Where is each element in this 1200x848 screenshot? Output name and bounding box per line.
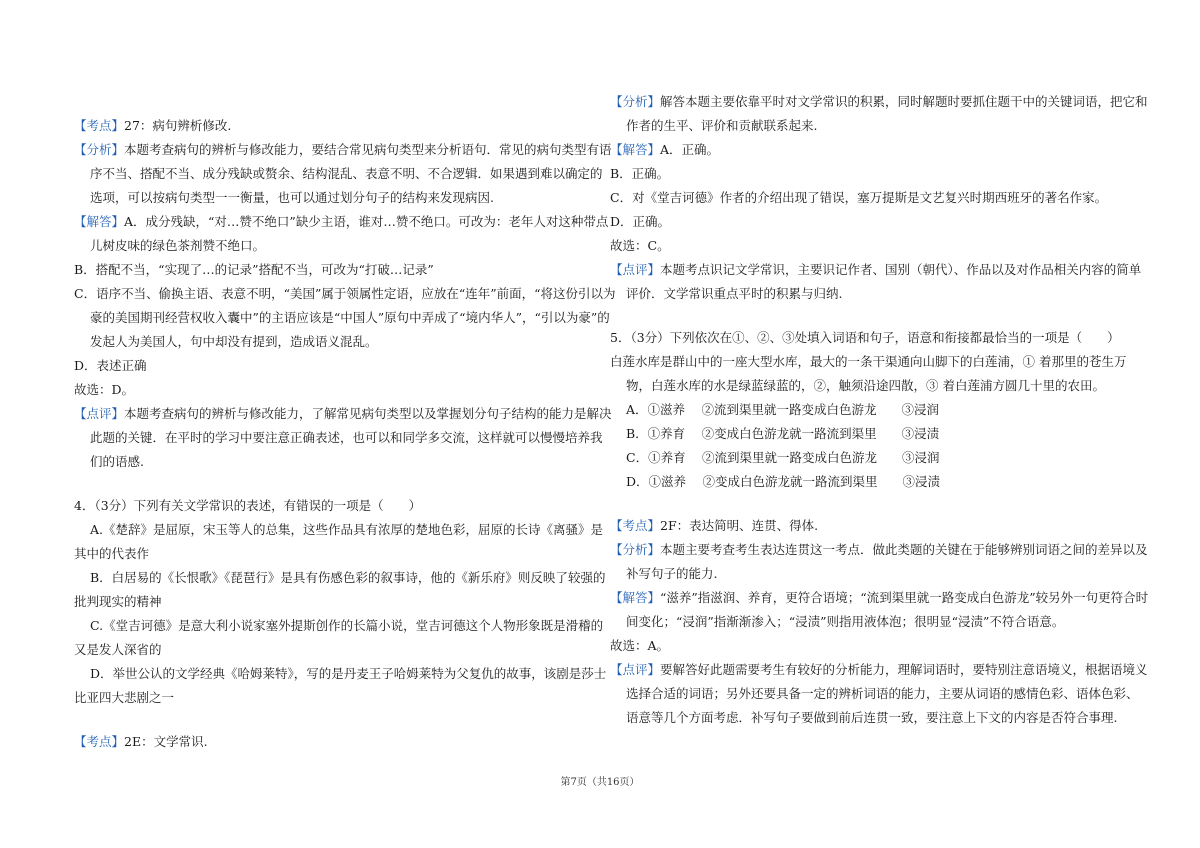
text-line: 故选：A。 xyxy=(610,638,670,653)
text-line: 间变化；“浸润”指渐渐渗入；“浸渍”则指用液体泡；很明显“浸渍”不符合语意。 xyxy=(626,614,1065,629)
text-line: 故选：C。 xyxy=(610,238,670,253)
option-d: D．①滋养 ②变成白色游龙就一路流到渠里 ③浸渍 xyxy=(626,474,940,489)
text-line: 发起人为美国人，句中却没有提到，造成语义混乱。 xyxy=(90,334,378,349)
text-line: 语意等几个方面考虑．补写句子要做到前后连贯一致，要注意上下文的内容是否符合事理. xyxy=(626,710,1118,725)
text-line: 其中的代表作 xyxy=(74,546,150,561)
text-line: 序不当、搭配不当、成分残缺或赘余、结构混乱、表意不明、不合逻辑．如果遇到难以确定的 xyxy=(90,166,603,181)
text-line: 【解答】A．正确。 xyxy=(610,142,720,157)
text-line: 【考点】27：病句辨析修改. xyxy=(74,118,232,133)
question-4-stem: 4．（3分）下列有关文学常识的表述，有错误的一项是（ ） xyxy=(74,498,422,513)
option-a: A．①滋养 ②流到渠里就一路变成白色游龙 ③浸润 xyxy=(626,402,940,417)
text-line: 【点评】本题考点识记文学常识，主要识记作者、国别（朝代）、作品以及对作品相关内容的简单 xyxy=(610,262,1142,277)
option-d: D．举世公认的文学经典《哈姆莱特》，写的是丹麦王子哈姆莱特为父复仇的故事，该剧是莎士 xyxy=(90,666,607,681)
text-line: B．搭配不当，“实现了…的记录”搭配不当，可改为“打破…记录” xyxy=(74,262,434,277)
option-b: B．①养育 ②变成白色游龙就一路流到渠里 ③浸渍 xyxy=(626,426,940,441)
text-line: 【点评】要解答好此题需要考生有较好的分析能力，理解词语时，要特别注意语境义，根据语境义 xyxy=(610,662,1148,677)
option-c: C．①养育 ②流到渠里就一路变成白色游龙 ③浸润 xyxy=(626,450,940,465)
text-line: 作者的生平、评价和贡献联系起来. xyxy=(626,118,818,133)
text-line: 儿树皮味的绿色茶剂赞不绝口。 xyxy=(90,238,266,253)
text-line: 【分析】本题主要考查考生表达连贯这一考点．做此类题的关键在于能够辨别词语之间的差异以及 xyxy=(610,542,1148,557)
text-line: C．对《堂吉诃德》作者的介绍出现了错误，塞万提斯是文艺复兴时期西班牙的著名作家。 xyxy=(610,190,1108,205)
text-line: 故选：D。 xyxy=(74,382,135,397)
text-line: 们的语感. xyxy=(90,454,144,469)
text-line: C．语序不当、偷换主语、表意不明，“美国”属于领属性定语，应放在“连年”前面，“将这份引以为 xyxy=(74,286,616,301)
text-line: D．正确。 xyxy=(610,214,671,229)
text-line: 【考点】2E：文学常识. xyxy=(74,734,208,749)
text-line: 【解答】“滋养”指滋润、养育，更符合语境；“流到渠里就一路变成白色游龙”较另外一句更符合时 xyxy=(610,590,1149,605)
text-line: 选项，可以按病句类型一一衡量，也可以通过划分句子的结构来发现病因. xyxy=(90,190,494,205)
option-b: B．白居易的《长恨歌》《琵琶行》是具有伤感色彩的叙事诗，他的《新乐府》则反映了较强的 xyxy=(90,570,606,585)
text-line: 【点评】本题考查病句的辨析与修改能力，了解常见病句类型以及掌握划分句子结构的能力是解决 xyxy=(74,406,612,421)
text-line: 【解答】A．成分残缺，“对…赞不绝口”缺少主语，谁对…赞不绝口。可改为：老年人对这种带点 xyxy=(74,214,609,229)
text-line: 比亚四大悲剧之一 xyxy=(74,690,175,705)
text-line: 补写句子的能力. xyxy=(626,566,718,581)
text-line: 【考点】2F：表达简明、连贯、得体. xyxy=(610,518,819,533)
question-5-stem: 5．（3分）下列依次在①、②、③处填入词语和句子，语意和衔接都最恰当的一项是（ ） xyxy=(610,330,1120,345)
text-line: 批判现实的精神 xyxy=(74,594,162,609)
option-a: A.《楚辞》是屈原，宋玉等人的总集，这些作品具有浓厚的楚地色彩，屈原的长诗《离骚》是 xyxy=(90,522,604,537)
text-line: 豪的美国期刊经营权收入囊中”的主语应该是“中国人”原句中弄成了“境内华人”，“引以为豪”的 xyxy=(90,310,610,325)
question-5-passage: 白莲水库是群山中的一座大型水库，最大的一条干渠通向山脚下的白莲浦，① 着那里的苍生万 xyxy=(610,354,1127,369)
text-line: 【分析】本题考查病句的辨析与修改能力，要结合常见病句类型来分析语句．常见的病句类型有语 xyxy=(74,142,612,157)
text-line: 选择合适的词语；另外还要具备一定的辨析词语的能力，主要从词语的感情色彩、语体色彩、 xyxy=(626,686,1139,701)
text-line: 此题的关键．在平时的学习中要注意正确表述，也可以和同学多交流，这样就可以慢慢培养我 xyxy=(90,430,603,445)
question-5-passage: 物，白莲水库的水是绿蓝绿蓝的，②，触须沿途四散，③ 着白莲浦方圆几十里的农田。 xyxy=(626,378,1105,393)
text-line: B．正确。 xyxy=(610,166,670,181)
text-line: 评价．文学常识重点平时的积累与归纳. xyxy=(626,286,843,301)
text-line: 【分析】解答本题主要依靠平时对文学常识的积累，同时解题时要抓住题干中的关键词语，把它和 xyxy=(610,94,1148,109)
text-line: D．表述正确 xyxy=(74,358,147,373)
option-c: C.《堂吉诃德》是意大利小说家塞外提斯创作的长篇小说，堂吉诃德这个人物形象既是滑稽的 xyxy=(90,618,604,633)
page-number: 第7页（共16页） xyxy=(560,777,640,788)
text-line: 又是发人深省的 xyxy=(74,642,162,657)
